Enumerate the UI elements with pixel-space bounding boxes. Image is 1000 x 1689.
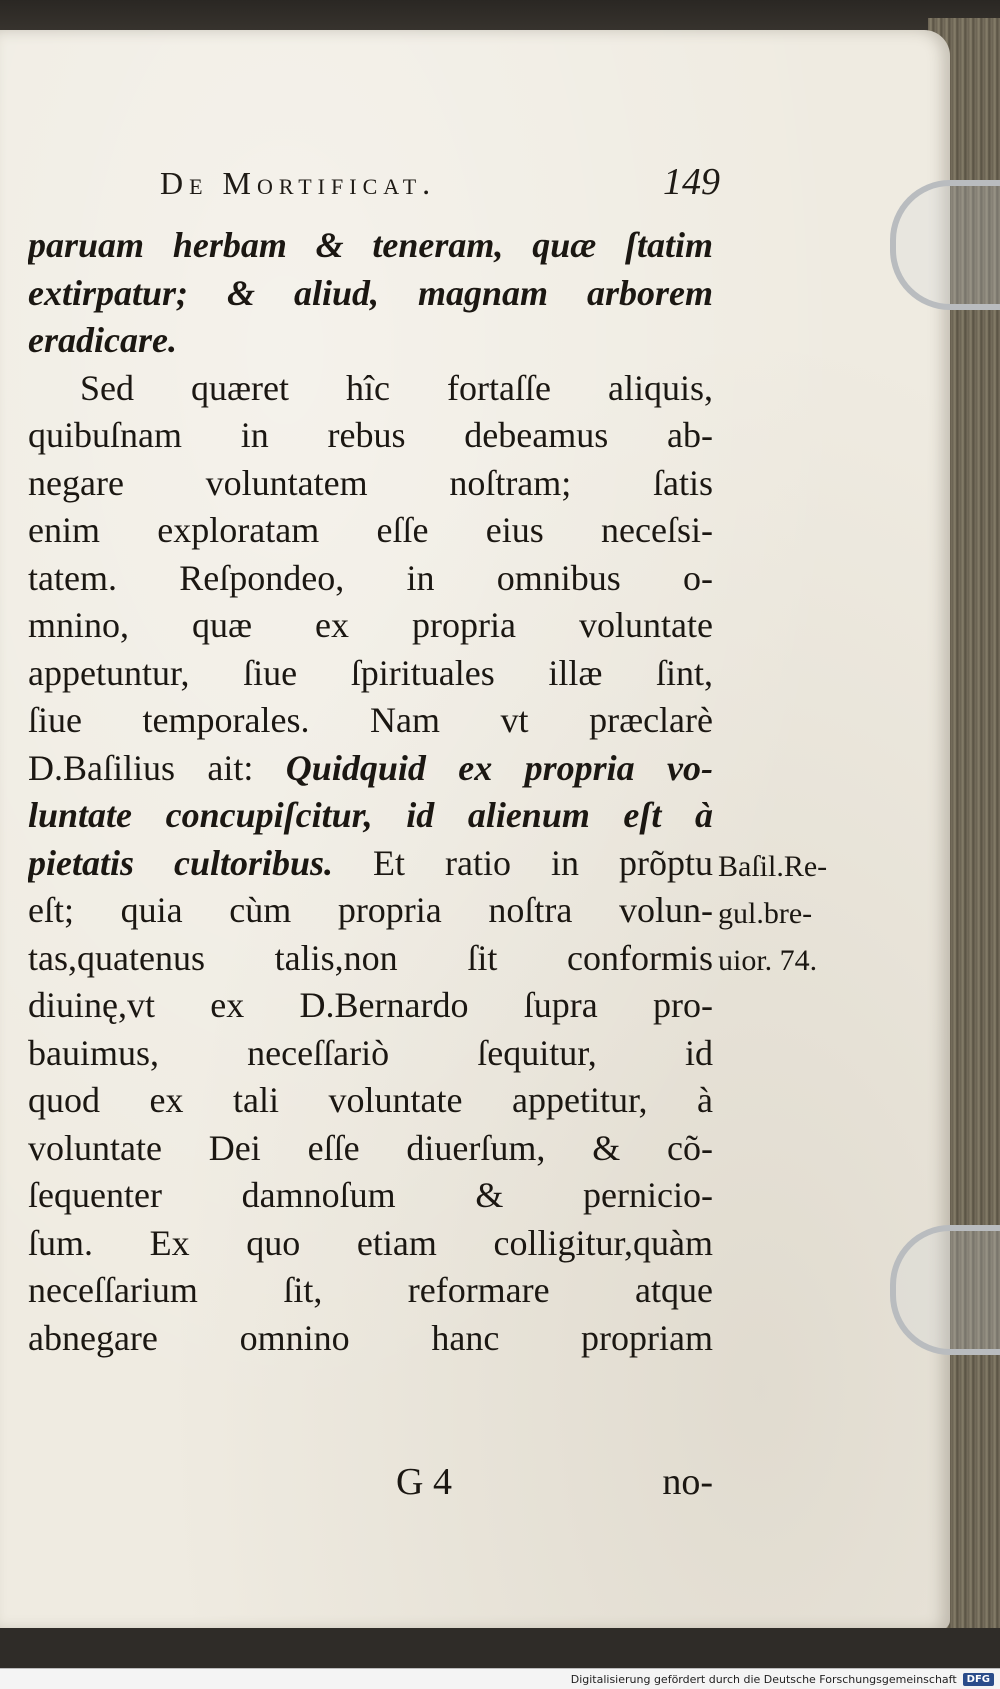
text-line: quod ex tali voluntate appetitur, à	[28, 1080, 713, 1120]
text-line: extirpatur; & aliud, magnam arborem	[28, 272, 713, 313]
text-line: paruam herbam & teneram, quæ ſtatim	[28, 225, 713, 265]
text-line: mnino, quæ ex propria voluntate	[28, 605, 713, 645]
text-line: D.Baſilius ait: Quidquid ex propria vo-	[28, 747, 713, 788]
text-line: luntate concupiſcitur, id alienum eſt à	[28, 795, 713, 835]
marginal-note	[718, 843, 888, 984]
catchword: no-	[662, 1461, 713, 1503]
text-line: diuinę,vt ex D.Bernardo ſupra pro-	[28, 985, 713, 1025]
text-line: eradicare.	[28, 320, 177, 360]
scan-background-bottom	[0, 1628, 1000, 1668]
text-line: abnegare omnino hanc propriam	[28, 1317, 713, 1358]
marginal-note-line: gul.bre-	[718, 897, 813, 930]
text-line: negare voluntatem noſtram; ſatis	[28, 462, 713, 503]
page-number: 149	[663, 161, 720, 203]
running-head: De Mortificat.	[160, 165, 437, 201]
text-line: pietatis cultoribus. Et ratio in prõptu	[28, 842, 713, 883]
page-clip-top	[890, 180, 1000, 310]
text-line: quibuſnam in rebus debeamus ab-	[28, 415, 713, 455]
text-line: bauimus, neceſſariò ſequitur, id	[28, 1032, 713, 1073]
text-line: neceſſarium ſit, reformare atque	[28, 1270, 713, 1310]
page-footer	[28, 1460, 713, 1508]
digitization-banner	[0, 1668, 1000, 1689]
text-line: enim exploratam eſſe eius neceſsi-	[28, 510, 713, 550]
marginal-note-line: Baſil.Re-	[718, 850, 828, 883]
digitization-credit: Digitalisierung gefördert durch die Deutsche Forschungsgemeinschaft	[570, 1672, 957, 1686]
text-line: tatem. Reſpondeo, in omnibus o-	[28, 557, 713, 598]
text-line: Sed quæret hîc fortaſſe aliquis,	[80, 367, 713, 408]
text-line: appetuntur, ſiue ſpirituales illæ ſint,	[28, 652, 713, 693]
page-clip-bottom	[890, 1225, 1000, 1355]
dfg-logo: DFG	[963, 1673, 994, 1686]
text-line: eſt; quia cùm propria noſtra volun-	[28, 890, 713, 930]
page-header	[160, 160, 720, 210]
text-line: ſum. Ex quo etiam colligitur,quàm	[28, 1222, 713, 1263]
text-line: tas,quatenus talis,non ſit conformis	[28, 937, 713, 978]
text-line: ſequenter damnoſum & pernicio-	[28, 1175, 713, 1215]
signature-mark: G 4	[396, 1461, 452, 1503]
text-line: voluntate Dei eſſe diuerſum, & cõ-	[28, 1127, 713, 1168]
text-line: ſiue temporales. Nam vt præclarè	[28, 700, 713, 740]
main-text-block	[28, 222, 713, 1362]
marginal-note-line: uior. 74.	[718, 944, 818, 977]
